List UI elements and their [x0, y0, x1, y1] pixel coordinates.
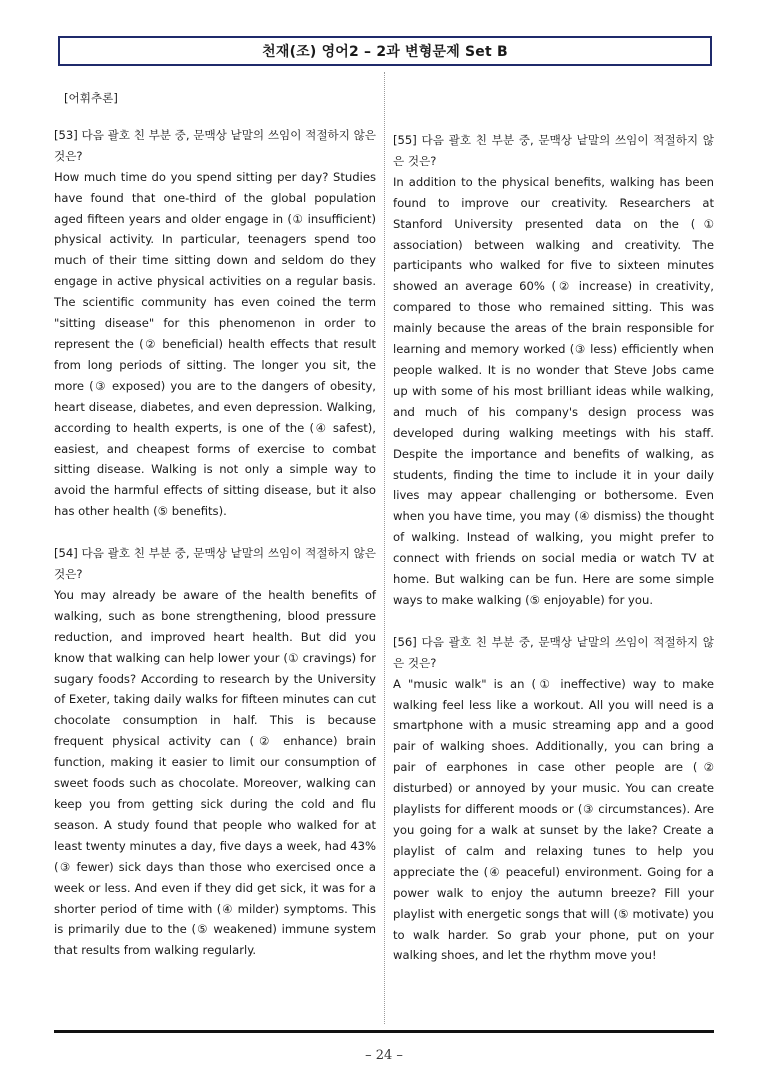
column-divider: [384, 72, 385, 1024]
question-prompt: [393, 632, 714, 674]
question-56: [393, 632, 714, 967]
section-label: [어휘추론]: [64, 91, 118, 105]
question-prompt-text: 다음 괄호 친 부분 중, 문맥상 낱말의 쓰임이 적절하지 않은 것은?: [393, 133, 715, 168]
question-passage: In addition to the physical benefits, walking has been found to improve our creativity. Researchers at Stanford University presented data on the (① association) between walking and creativity. The participants who walked for five to sixteen minutes showed an average 60% (② increase) in creativity, compared to those who remained sitting. This was mainly because the areas of the brain responsible for learning and memory worked (③ less) efficiently when people walked. It is no wonder that Steve Jobs came up with some of his most brilliant ideas while walking, and much of his company's design process was developed during walking meetings with his staff. Despite the importance and benefits of walking, as students, finding the time to include it in your daily lives may appear challenging or bothersome. Even when you have time, you may (④ dismiss) the thought of walking. Instead of walking, you might prefer to connect with friends on social media or watch TV at home. But walking can be fun. Here are some simple ways to make walking (⑤ enjoyable) for you.: [393, 174, 714, 607]
question-passage: A "music walk" is an (① ineffective) way to make walking feel less like a workout. All you will need is a smartphone with a music streaming app and a good pair of walking shoes. Additionally, you can bring a pair of earphones in case other people are (② disturbed) or annoyed by your music. You can create playlists for different moods or (③ circumstances). Are you going for a walk at sunset by the lake? Create a playlist of calm and relaxing tunes to help you appreciate the (④ peaceful) environment. Going for a power walk to enjoy the autumn breeze? Fill your playlist with energetic songs that will (⑤ motivate) you to walk harder. So grab your phone, put on your walking shoes, and let the rhythm move you!: [393, 676, 714, 963]
footer-rule: [54, 1030, 714, 1033]
question-passage: You may already be aware of the health benefits of walking, such as bone strengthening, blood pressure reduction, and improved heart health. But did you know that walking can help lower your (① cravings) for sugary foods? According to research by the University of Exeter, taking daily walks for fifteen minutes can cut chocolate consumption in half. This is because frequent physical activity can (② enhance) brain function, making it easier to limit our consumption of sweet foods such as chocolate. Moreover, walking can keep you from getting sick during the cold and flu season. A study found that people who walked for at least twenty minutes a day, five days a week, had 43% (③ fewer) sick days than those who exercised once a week or less. And even if they did get sick, it was for a shorter period of time with (④ milder) symptoms. This is primarily due to the (⑤ weakened) immune system that results from walking regularly.: [54, 587, 376, 958]
document-title: 천재(조) 영어2 – 2과 변형문제 Set B: [58, 36, 712, 66]
question-number: [55]: [393, 133, 417, 147]
question-prompt-text: 다음 괄호 친 부분 중, 문맥상 낱말의 쓰임이 적절하지 않은 것은?: [54, 127, 377, 163]
question-number: [56]: [393, 634, 417, 649]
question-55: [393, 130, 714, 611]
left-column: [54, 88, 376, 982]
question-54: [54, 543, 376, 961]
question-53: [54, 125, 376, 522]
question-prompt: [54, 543, 376, 585]
right-column: [393, 130, 714, 987]
question-prompt-text: 다음 괄호 친 부분 중, 문맥상 낱말의 쓰임이 적절하지 않은 것은?: [54, 546, 377, 582]
page-number: – 24 –: [365, 1048, 403, 1063]
question-prompt: [54, 125, 376, 167]
question-prompt: [393, 130, 714, 172]
question-number: [54]: [54, 546, 78, 561]
question-number: [53]: [54, 127, 78, 142]
question-passage: How much time do you spend sitting per day? Studies have found that one-third of the global population aged fifteen years and older engage in (① insufficient) physical activity. In particular, teenagers spend too much of their time sitting down and seldom do they engage in active physical activities on a regular basis. The scientific community has even coined the term "sitting disease" for this phenomenon in order to represent the (② beneficial) health effects that result from long periods of sitting. The longer you sit, the more (③ exposed) you are to the dangers of obesity, heart disease, diabetes, and even depression. Walking, according to health experts, is one of the (④ safest), easiest, and cheapest forms of exercise to combat sitting disease. Walking is not only a simple way to avoid the harmful effects of sitting disease, but it also has other health (⑤ benefits).: [54, 169, 376, 519]
question-prompt-text: 다음 괄호 친 부분 중, 문맥상 낱말의 쓰임이 적절하지 않은 것은?: [393, 634, 715, 670]
